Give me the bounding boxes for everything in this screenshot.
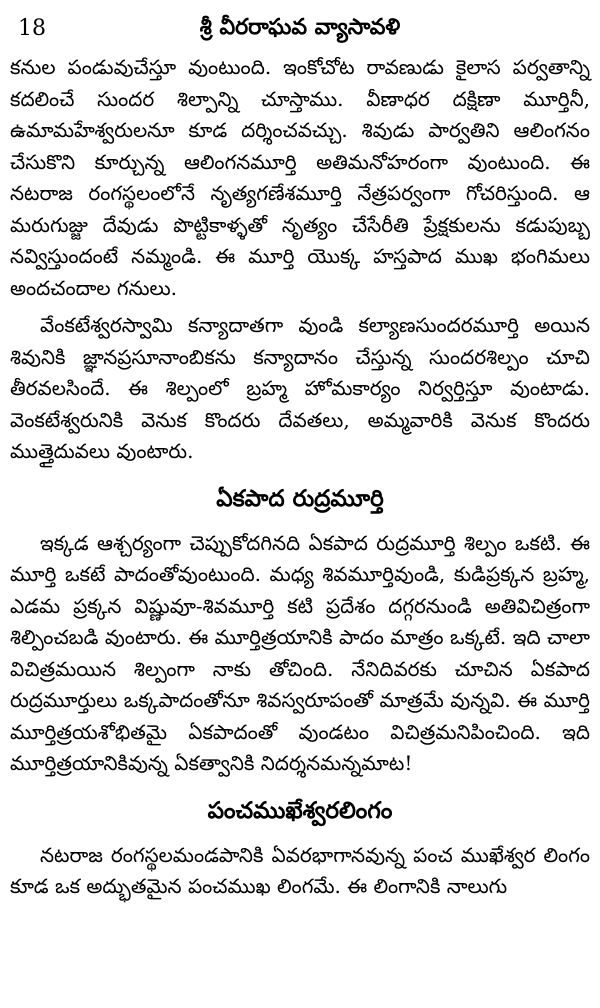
paragraph-ekapada: ఇక్కడ ఆశ్చర్యంగా చెప్పుకోదగినది ఏకపాద రుద్రమూర్తి శిల్పం ఒకటి. ఈ మూర్తి ఒకటే పాదంతోవుంటుంది. మధ్య శివమూర్తివుండి, కుడిప్రక్కన బ్రహ్మ, ఎడమ ప్రక్కన విష్ణువూ-శివమూర్తి కటి ప్రదేశం దగ్గరనుండి అతివిచిత్రంగా శిల్పించబడి వుంటారు. ఈ మూర్తిత్రయానికి పాదం మాత్రం ఒక్కటే. ఇది చాలా విచిత్రమయిన శిల్పంగా నాకు తోచింది. నేనిదివరకు చూచిన ఏకపాద రుద్రమూర్తులు ఒక్కపాదంతోనూ శివస్వరూపంతో మాత్రమే వున్నవి. ఈ మూర్తి మూర్తిత్రయశోభితమై ఏకపాదంతో వుండటం విచిత్రమనిపించింది. ఇది మూర్తిత్రయానికివున్న ఏకత్వానికి నిదర్శనమన్నమాట! — [10, 530, 590, 775]
running-head — [10, 10, 590, 52]
section-heading-panchamukha: పంచముఖేశ్వరలింగం — [207, 796, 393, 824]
paragraph-continuation: కనుల పండువుచేస్తూ వుంటుంది. ఇంకోచోట రావణుడు కైలాస పర్వతాన్ని కదలించే సుందర శిల్పాన్ని చూస్తాము. వీణాధర దక్షిణా మూర్తినీ, ఉమామహేశ్వరులనూ కూడ దర్శించవచ్చు. శివుడు పార్వతిని ఆలింగనం చేసుకొని కూర్చున్న ఆలింగనమూర్తి అతిమనోహరంగా వుంటుంది. ఈ నటరాజ రంగస్థలంలోనే నృత్యగణేశమూర్తి నేత్రపర్వంగా గోచరిస్తుంది. ఆ మరుగుజ్జు దేవుడు పొట్టికాళ్ళతో నృత్యం చేసేరీతి ప్రేక్షకులను కడుపుబ్బ నవ్విస్తుందంటే నమ్మండి. ఈ మూర్తి యొక్క హస్తపాద ముఖ భంగిమలు అందచందాల గనులు. — [10, 55, 590, 300]
section-heading-ekapada: ఏకపాద రుద్రమూర్తి — [216, 484, 384, 512]
paragraph-panchamukha: నటరాజ రంగస్థలమండపానికి ఏవరభాగానవున్న పంచ ముఖేశ్వర లింగం కూడ ఒక అద్భుతమైన పంచముఖ లింగమే. ఈ లింగానికి నాలుగు — [10, 842, 590, 898]
paragraph-kalyanasundara: వేంకటేశ్వరస్వామి కన్యాదాతగా వుండి కల్యాణసుందరమూర్తి అయిన శివునికి జ్ఞానప్రసూనాంబికను కన్యాదానం చేస్తున్న సుందరశిల్పం చూచి తీరవలసిందే. ఈ శిల్పంలో బ్రహ్మ హోమకార్యం నిర్వర్తిస్తూ వుంటాడు. వెంకటేశ్వరునికి వెనుక కొందరు దేవతలు, అమ్మవారికి వెనుక కొందరు ముత్తైదువలు వుంటారు. — [10, 313, 590, 463]
body-text — [10, 52, 590, 903]
page-number: 18 — [18, 16, 46, 41]
running-title: శ్రీ వీరరాఘవ వ్యాసావళి — [199, 14, 401, 40]
